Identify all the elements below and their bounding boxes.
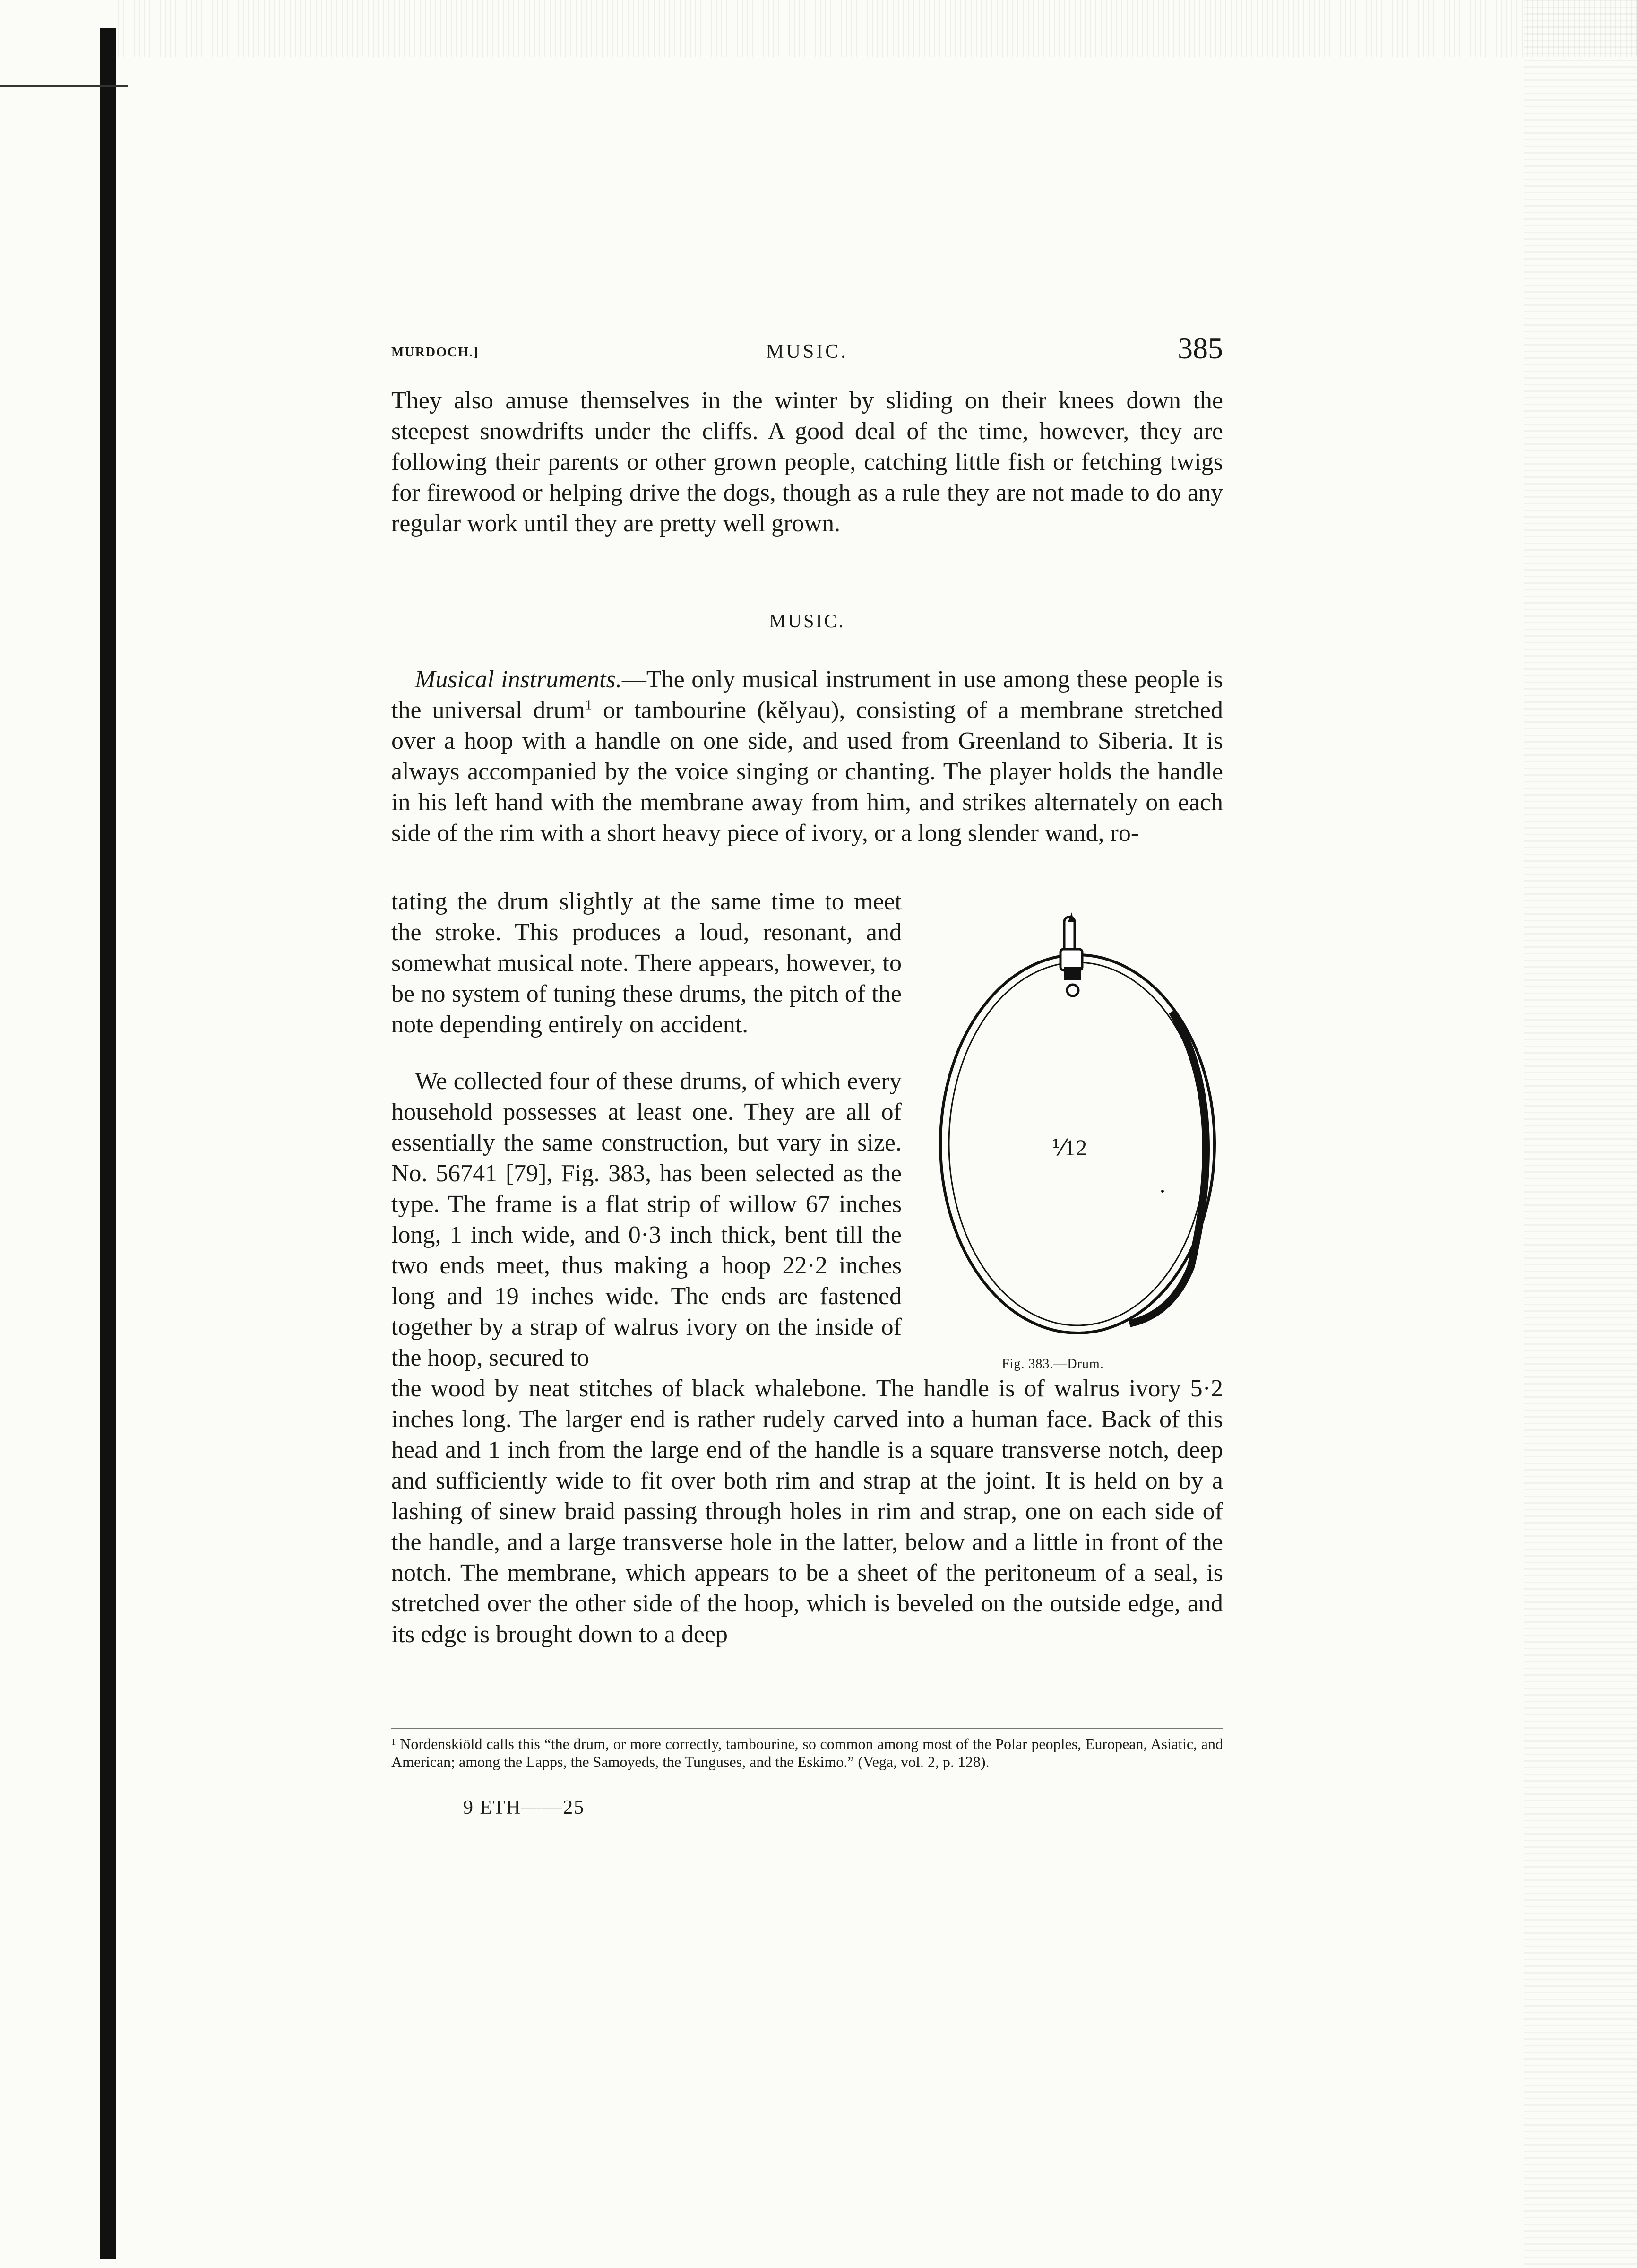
paragraph-text: —The only musical instrument in use among these people is the universal drum — [391, 666, 1223, 724]
binding-edge — [100, 28, 116, 2259]
scan-noise-right — [1524, 0, 1637, 2268]
paragraph-drum-construction-continued: the wood by neat stitches of black whalebone. The handle is of walrus ivory 5·2 inches long. The larger end is rather rudely carved into a human face. Back of this head and 1 inch from the large end of the handle is a square transverse notch, deep and sufficiently wide to fit over both rim and strap at the joint. It is held on by a lashing of sinew braid passing through holes in rim and strap, one on each side of the handle, and a large transverse hole in the latter, below and a little in front of the notch. The membrane, which appears to be a sheet of the peritoneum of a seal, is stretched over the other side of the hoop, which is beveled on the outside edge, and its edge is brought down to a deep — [391, 1375, 1223, 1648]
drum-illustration — [926, 908, 1229, 1352]
figure-caption: Fig. 383.—Drum. — [1002, 1357, 1104, 1371]
paragraph-text: or tambourine (kĕlyau), consisting of a membrane stretched over a hoop with a handle on one side, and used from Greenland to Siberia. It is always accompanied by the voice singing or chanting. The player holds the handle in his left hand with the membrane away from him, and strikes alternately on each side of the rim with a short heavy piece of ivory, or a long slender wand, ro- — [391, 697, 1223, 847]
running-header — [391, 331, 1223, 373]
page-number: 385 — [1178, 331, 1223, 365]
paragraph-musical-instruments — [391, 664, 1223, 848]
drum-rim-shadow — [1129, 1012, 1206, 1324]
paragraph-drum-tone: tating the drum slightly at the same time to meet the stroke. This produces a loud, resonant, and somewhat musical note. There appears, however, to be no system of tuning these drums, the pitch of the note depending entirely on accident. — [391, 888, 902, 1038]
membrane-mark — [1161, 1190, 1164, 1193]
scan-noise-top — [118, 0, 1637, 57]
printer-signature: 9 ETH——25 — [463, 1797, 585, 1818]
running-head-author: MURDOCH.] — [391, 345, 479, 360]
paragraph-children-play: They also amuse themselves in the winter by sliding on their knees down the steepest snowdrifts under the cliffs. A good deal of the time, however, they are following their parents or other grown people, catching little fish or fetching twigs for firewood or helping drive the dogs, though as a rule they are not made to do any regular work until they are pretty well grown. — [391, 387, 1223, 537]
footnote-divider — [391, 1728, 1223, 1729]
footnote-reference[interactable]: 1 — [585, 697, 592, 713]
drum-handle — [1060, 912, 1082, 996]
binding-rule — [0, 85, 128, 87]
section-title: MUSIC. — [769, 610, 845, 632]
footnote: ¹ Nordenskiöld calls this “the drum, or more correctly, tambourine, so common among most of the Polar peoples, European, Asiatic, and American; among the Lapps, the Samoyeds, the Tunguses, and the Eskimo.” (Vega, vol. 2, p. 128). — [391, 1735, 1223, 1770]
paragraph-lead: Musical instruments. — [415, 666, 622, 693]
figure-scale-label: ⅟12 — [1051, 1135, 1087, 1160]
paragraph-drum-construction: We collected four of these drums, of which every household possesses at least one. They are all of essentially the same construction, but vary in size. No. 56741 [79], Fig. 383, has been selected as the type. The frame is a flat strip of willow 67 inches long, 1 inch wide, and 0·3 inch thick, bent till the two ends meet, thus making a hoop 22·2 inches long and 19 inches wide. The ends are fastened together by a strap of walrus ivory on the inside of the hoop, secured to — [391, 1068, 902, 1371]
running-head-title: MUSIC. — [766, 341, 848, 363]
drum-figure — [926, 908, 1229, 1371]
